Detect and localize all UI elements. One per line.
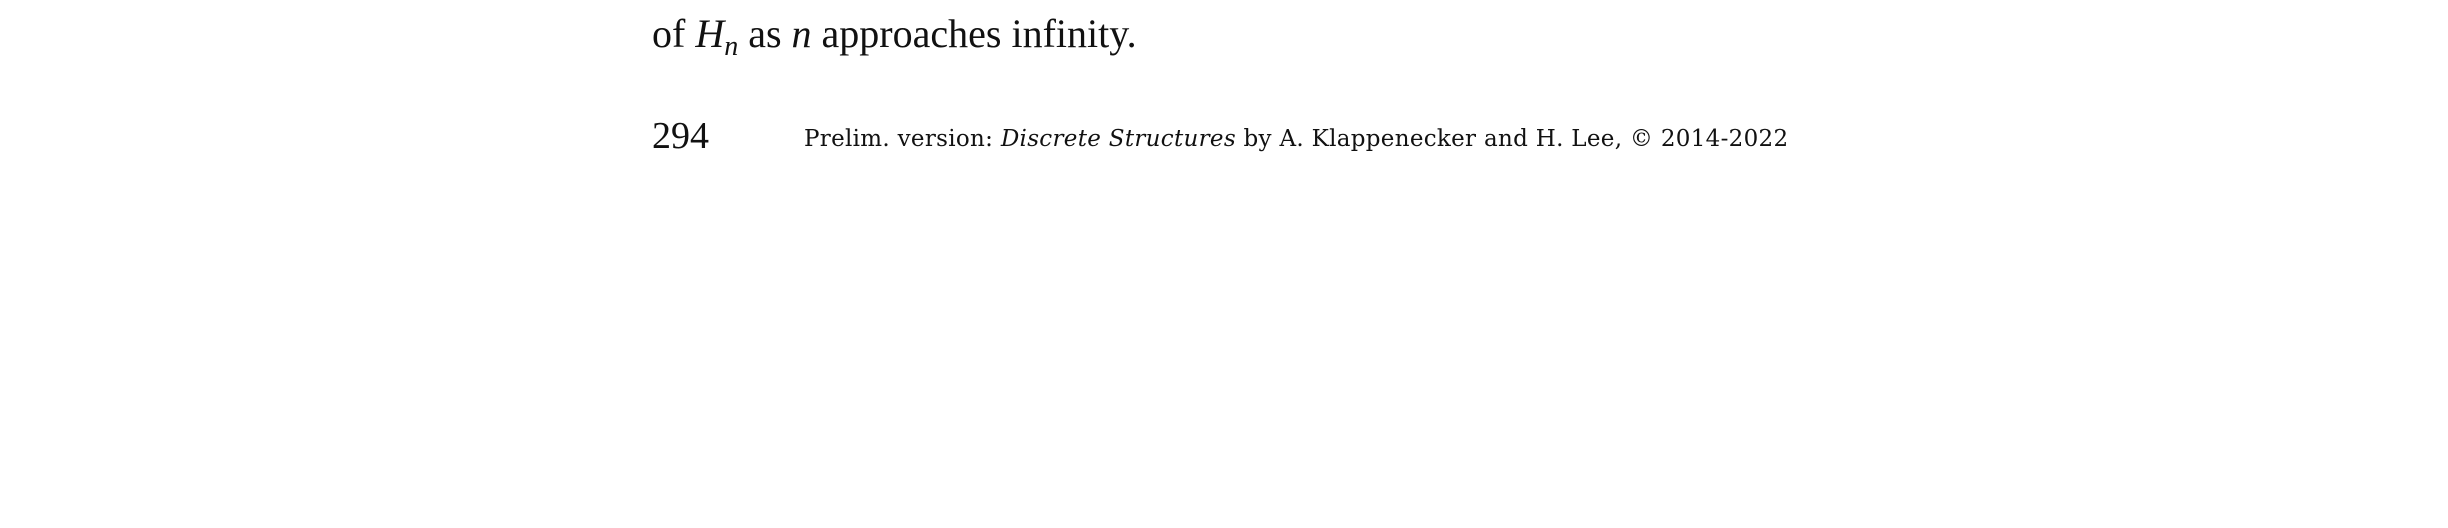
- body-text-line: [652, 10, 1137, 71]
- cropped-text-line: [652, 0, 1952, 6]
- page-number: 294: [652, 115, 709, 157]
- page-footer: [652, 114, 1864, 164]
- math-H: H: [695, 11, 725, 56]
- math-n: n: [791, 11, 812, 56]
- text-as: as: [738, 11, 792, 56]
- text-of: of: [652, 11, 696, 56]
- running-footer: [804, 124, 1788, 154]
- footer-authors: by A. Klappenecker and H. Lee,: [1235, 126, 1630, 152]
- math-H-subscript: n: [724, 31, 739, 62]
- footer-book-title: Discrete Structures: [1000, 126, 1236, 152]
- text-approaches: approaches infinity.: [811, 11, 1137, 56]
- copyright-icon: ©: [1629, 126, 1654, 152]
- footer-years: 2014-2022: [1653, 126, 1789, 152]
- footer-prefix: Prelim. version:: [804, 126, 1001, 152]
